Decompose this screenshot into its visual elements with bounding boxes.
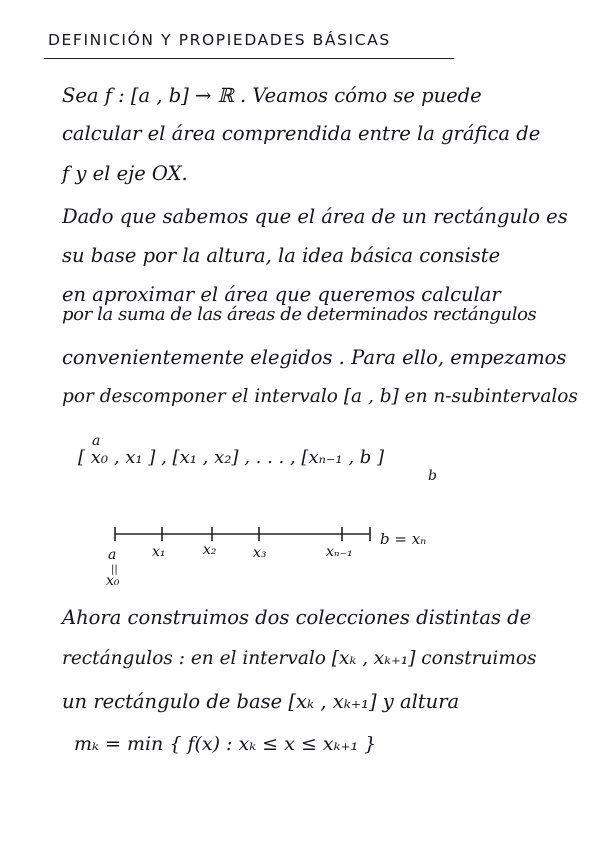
formula-mk: mₖ = min { f(x) : xₖ ≤ x ≤ xₖ₊₁ } bbox=[74, 733, 377, 755]
paragraph2-line6: por descomponer el intervalo [a , b] en n-subintervalos bbox=[62, 386, 578, 407]
tick-label-xn1: xₙ₋₁ bbox=[326, 544, 353, 560]
subintervals-list: [ x₀ , x₁ ] , [x₁ , x₂] , . . . , [xₙ₋₁ , b ] bbox=[78, 447, 385, 468]
paragraph2-line2: su base por la altura, la idea básica consiste bbox=[62, 244, 501, 267]
tick-label-x1: x₁ bbox=[152, 544, 166, 560]
paragraph1-line3: f y el eje OX. bbox=[62, 162, 188, 185]
page-title: DEFINICIÓN Y PROPIEDADES BÁSICAS bbox=[48, 31, 391, 49]
end-label-b: b = xₙ bbox=[380, 530, 427, 548]
subinterval-a-note: a bbox=[92, 433, 101, 449]
subinterval-b-note: b bbox=[428, 468, 437, 484]
paragraph2-line3: en aproximar el área que queremos calcular bbox=[62, 283, 501, 306]
paragraph1-line2: calcular el área comprendida entre la gráfica de bbox=[62, 122, 541, 145]
tick-label-x2: x₂ bbox=[203, 542, 217, 558]
paragraph3-line3: un rectángulo de base [xₖ , xₖ₊₁] y altura bbox=[62, 690, 460, 713]
tick-label-x3: x₃ bbox=[253, 545, 267, 561]
paragraph2-line4: por la suma de las áreas de determinados rectángulos bbox=[62, 304, 537, 325]
paragraph2-line1: Dado que sabemos que el área de un rectángulo es bbox=[62, 205, 568, 228]
a-equals-mark: || bbox=[111, 564, 118, 575]
a-equals-x0: x₀ bbox=[106, 573, 120, 589]
paragraph3-line1: Ahora construimos dos colecciones distintas de bbox=[62, 606, 532, 629]
paragraph1-line1: Sea f : [a , b] → ℝ . Veamos cómo se puede bbox=[62, 84, 482, 107]
tick-label-a: a bbox=[108, 547, 117, 563]
paragraph2-line5: convenientemente elegidos . Para ello, empezamos bbox=[62, 346, 567, 369]
paragraph3-line2: rectángulos : en el intervalo [xₖ , xₖ₊₁] construimos bbox=[62, 648, 537, 669]
